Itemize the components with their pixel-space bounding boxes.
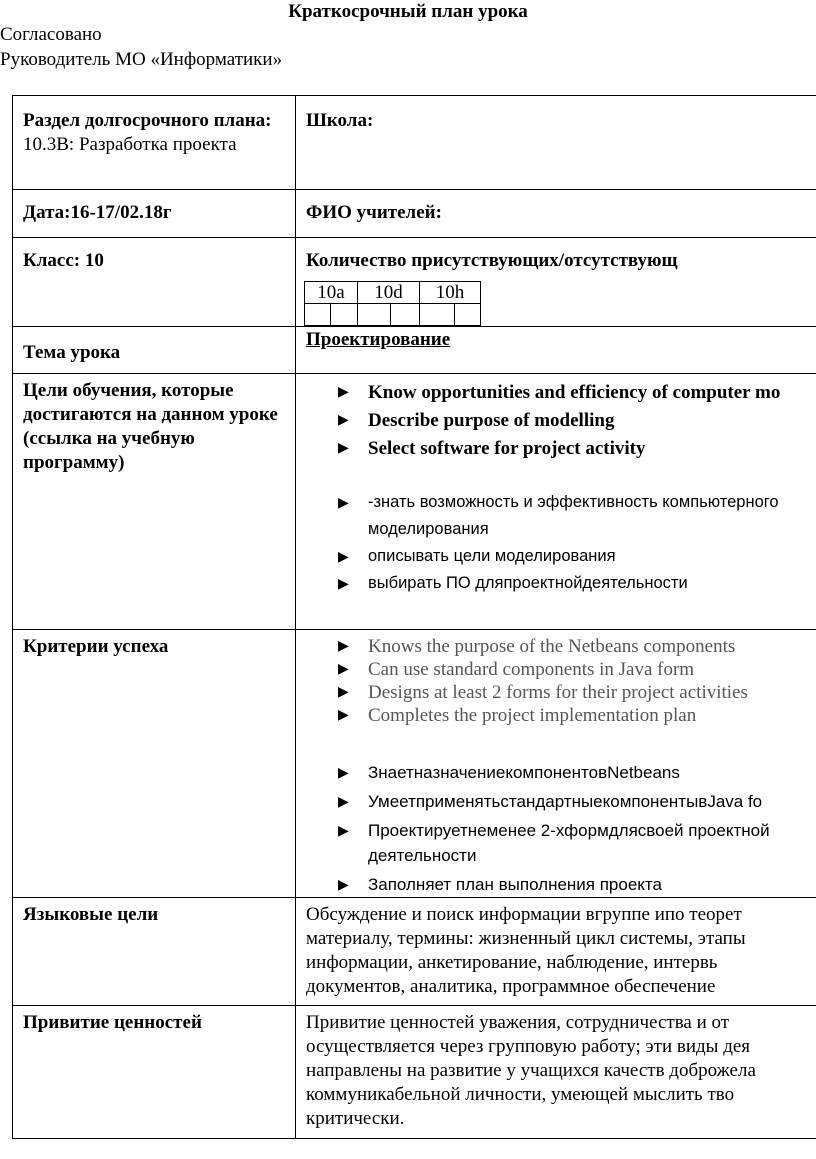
goals-cell (296, 374, 816, 630)
values-text: Привитие ценностей уважения, сотрудничества и от осуществляется через групповую работу; эти виды дея направлены на развитие у учащихся качеств доброжела коммуникабельной личности, умеющей мыслить тво критически. (306, 1012, 756, 1129)
section-label: Раздел долгосрочного плана: (23, 110, 272, 131)
grade-label: Класс: 10 (23, 250, 104, 271)
values-label-cell (13, 1006, 296, 1139)
school-cell (296, 96, 816, 190)
absent-count-cell[interactable] (455, 304, 481, 326)
approval-head-line: Руководитель МО «Информатики» (0, 49, 283, 70)
row-date (13, 190, 816, 238)
teacher-cell (296, 190, 816, 238)
values-label: Привитие ценностей (23, 1012, 202, 1033)
topic-label-cell (13, 327, 296, 374)
criteria-item: ▶ Completes the project implementation plan (338, 705, 697, 726)
school-label: Школа: (306, 110, 374, 131)
bullet-arrow-icon: ▶ (338, 685, 349, 700)
attendance-label: Количество присутствующих/отсутствующ (306, 250, 678, 271)
criteria-item: ▶ Заполняет план выполнения проекта (306, 872, 816, 897)
bullet-arrow-icon: ▶ (338, 494, 349, 510)
date-cell (13, 190, 296, 238)
criteria-item: ▶ Designs at least 2 forms for their project activities (338, 682, 748, 703)
bullet-arrow-icon: ▶ (338, 662, 349, 677)
row-section (13, 96, 816, 190)
bullet-arrow-icon: ▶ (338, 441, 349, 456)
row-topic (13, 327, 816, 374)
goals-en-list (306, 379, 816, 463)
language-label-cell (13, 898, 296, 1006)
present-count-cell[interactable] (358, 304, 391, 326)
class-header: 10a (305, 282, 358, 304)
row-criteria (13, 630, 816, 898)
language-label: Языковые цели (23, 904, 159, 925)
topic-label: Тема урока (23, 342, 121, 363)
goal-item: ▶ выбирать ПО дляпроектнойдеятельности (306, 570, 816, 597)
page-title: Краткосрочный план урока (288, 1, 528, 22)
criteria-item: ▶ УмеетприменятьстандартныекомпонентывJava fo (306, 789, 816, 814)
section-value: 10.3В: Разработка проекта (23, 134, 237, 155)
values-cell (296, 1006, 816, 1139)
lesson-plan-table (12, 95, 816, 1139)
criteria-item: ▶ Knows the purpose of the Netbeans components (338, 636, 736, 657)
section-cell (13, 96, 296, 190)
goal-item: ▶ Select software for project activity (306, 435, 816, 463)
goals-label-cell (13, 374, 296, 630)
bullet-arrow-icon: ▶ (338, 575, 349, 591)
approval-line: Согласовано (0, 24, 102, 45)
language-cell (296, 898, 816, 1006)
class-header: 10h (420, 282, 481, 304)
row-values (13, 1006, 816, 1139)
topic-value: Проектирование (306, 329, 451, 350)
class-attendance-table (304, 281, 481, 326)
goals-label: Цели обучения, которые достигаются на данном уроке (ссылка на учебную программу) (23, 380, 278, 473)
date-label: Дата:16-17/02.18г (23, 202, 172, 223)
language-text: Обсуждение и поиск информации вгруппе ипо теорет материалу, термины: жизненный цикл системы, этапы информации, анкетирование, наблюдение, интервь документов, аналитика, программное обеспечение (306, 904, 746, 997)
bullet-arrow-icon: ▶ (338, 822, 349, 838)
absent-count-cell[interactable] (391, 304, 420, 326)
topic-cell (296, 327, 816, 374)
criteria-cell (296, 630, 816, 898)
bullet-arrow-icon: ▶ (338, 639, 349, 654)
attendance-cell (296, 238, 816, 327)
goal-item: ▶ Describe purpose of modelling (306, 407, 816, 435)
goal-item: ▶ -знать возможность и эффективность компьютерного моделирования (306, 489, 816, 543)
present-count-cell[interactable] (420, 304, 455, 326)
row-language (13, 898, 816, 1006)
criteria-ru-list (306, 760, 816, 897)
class-header: 10d (358, 282, 420, 304)
criteria-label-cell (13, 630, 296, 898)
goal-item: ▶ Know opportunities and efficiency of computer mo (306, 379, 816, 407)
teacher-label: ФИО учителей: (306, 202, 442, 223)
bullet-arrow-icon: ▶ (338, 413, 349, 428)
goals-ru-list (306, 489, 816, 597)
bullet-arrow-icon: ▶ (338, 764, 349, 780)
criteria-item: ▶ Can use standard components in Java form (338, 659, 695, 680)
bullet-arrow-icon: ▶ (338, 548, 349, 564)
criteria-item: ▶ Проектируетнеменее 2-хформдлясвоей проектной деятельности (306, 818, 816, 868)
criteria-item: ▶ ЗнаетназначениекомпонентовNetbeans (306, 760, 816, 785)
bullet-arrow-icon: ▶ (338, 876, 349, 892)
row-goals (13, 374, 816, 630)
present-count-cell[interactable] (305, 304, 331, 326)
criteria-en-list (306, 635, 816, 727)
criteria-label: Критерии успеха (23, 636, 169, 657)
row-grade (13, 238, 816, 327)
goal-item: ▶ описывать цели моделирования (306, 543, 816, 570)
bullet-arrow-icon: ▶ (338, 793, 349, 809)
grade-cell (13, 238, 296, 327)
absent-count-cell[interactable] (331, 304, 358, 326)
bullet-arrow-icon: ▶ (338, 385, 349, 400)
bullet-arrow-icon: ▶ (338, 708, 349, 723)
